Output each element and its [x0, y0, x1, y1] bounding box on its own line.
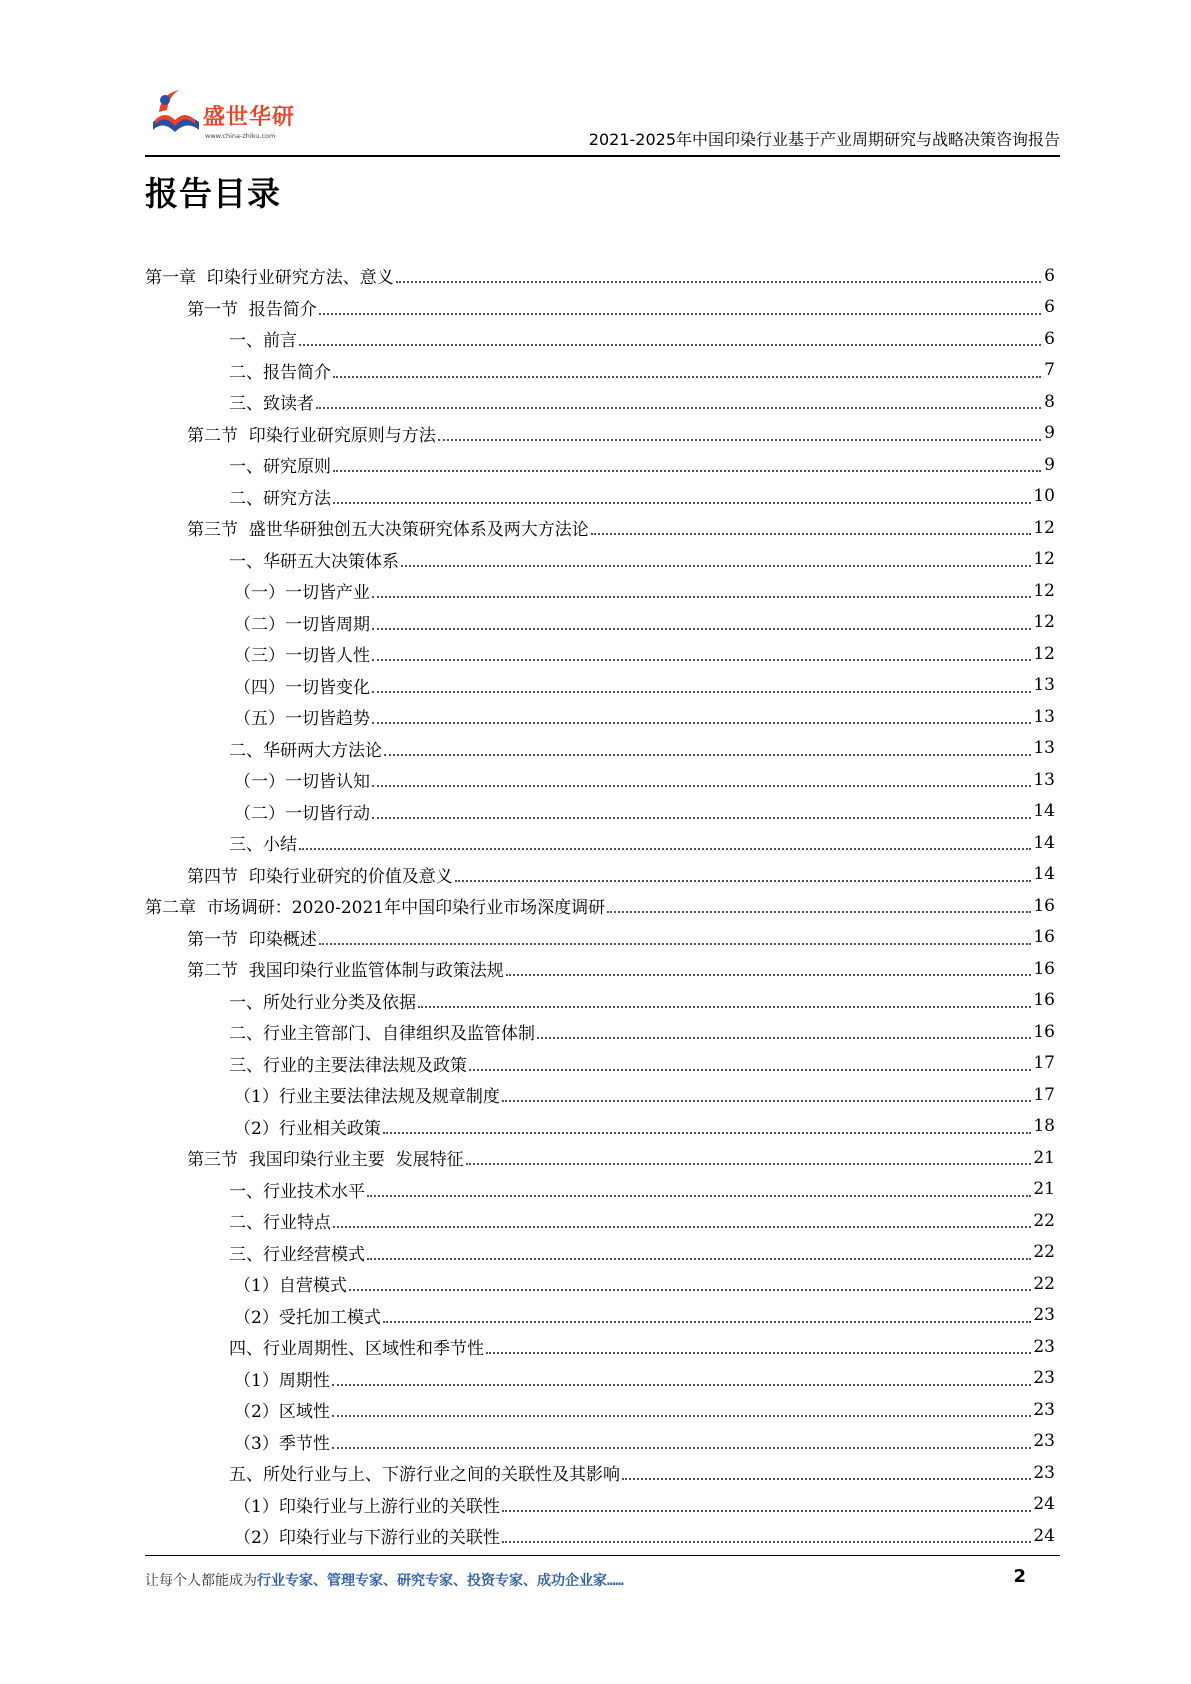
toc-entry-page: 22	[1033, 1273, 1055, 1294]
toc-entry[interactable]	[145, 355, 1055, 387]
toc-entry[interactable]	[145, 607, 1055, 639]
toc-dot-leader	[401, 564, 1031, 567]
toc-entry-label: 三、行业的主要法律法规及政策	[229, 1055, 467, 1076]
toc-entry-label: 三、小结	[229, 835, 297, 856]
toc-dot-leader	[372, 721, 1031, 724]
toc-entry-page: 13	[1033, 738, 1055, 759]
toc-entry-page: 14	[1033, 801, 1055, 822]
toc-dot-leader	[591, 532, 1032, 535]
toc-entry[interactable]	[145, 292, 1055, 324]
toc-entry[interactable]	[145, 733, 1055, 765]
toc-dot-leader	[333, 375, 1041, 378]
toc-dot-leader	[299, 847, 1031, 850]
toc-dot-leader	[372, 690, 1031, 693]
toc-entry-label: （一）一切皆认知	[234, 772, 370, 793]
toc-entry[interactable]	[145, 985, 1055, 1017]
toc-entry-label: 第二节 我国印染行业监管体制与政策法规	[187, 961, 504, 982]
toc-dot-leader	[372, 595, 1031, 598]
toc-dot-leader	[455, 879, 1032, 882]
toc-dot-leader	[333, 1225, 1031, 1228]
toc-entry-page: 6	[1044, 328, 1055, 349]
toc-entry-page: 23	[1033, 1462, 1055, 1483]
toc-entry-page: 21	[1033, 1147, 1055, 1168]
toc-dot-leader	[367, 1194, 1031, 1197]
toc-dot-leader	[332, 1383, 1032, 1386]
toc-entry[interactable]	[145, 1394, 1055, 1426]
toc-entry[interactable]	[145, 1268, 1055, 1300]
toc-entry-page: 6	[1044, 265, 1055, 286]
toc-entry[interactable]	[145, 1457, 1055, 1489]
toc-entry-label: （2）印染行业与下游行业的关联性	[234, 1528, 500, 1549]
toc-entry-page: 23	[1033, 1305, 1055, 1326]
toc-entry-page: 12	[1033, 580, 1055, 601]
page-number: 2	[1013, 1566, 1026, 1587]
toc-entry-label: （2）区域性	[234, 1402, 330, 1423]
toc-dot-leader	[466, 1162, 1032, 1165]
toc-entry-page: 16	[1033, 1021, 1055, 1042]
page-title: 报告目录	[145, 174, 281, 213]
toc-entry[interactable]	[145, 1016, 1055, 1048]
footer-slogan-highlight: 行业专家、管理专家、研究专家、投资专家、成功企业家……	[257, 1573, 624, 1589]
company-logo	[145, 82, 315, 150]
toc-dot-leader	[502, 1099, 1032, 1102]
toc-dot-leader	[319, 942, 1032, 945]
toc-entry-label: 第四节 印染行业研究的价值及意义	[187, 866, 453, 887]
toc-entry[interactable]	[145, 1300, 1055, 1332]
toc-entry-page: 12	[1033, 612, 1055, 633]
toc-entry[interactable]	[145, 323, 1055, 355]
toc-entry[interactable]	[145, 859, 1055, 891]
toc-entry-label: （1）行业主要法律法规及规章制度	[234, 1087, 500, 1108]
toc-entry[interactable]	[145, 638, 1055, 670]
page-header	[145, 82, 1060, 157]
toc-entry[interactable]	[145, 796, 1055, 828]
toc-entry-page: 24	[1033, 1494, 1055, 1515]
toc-entry-page: 17	[1033, 1053, 1055, 1074]
toc-entry[interactable]	[145, 922, 1055, 954]
toc-entry[interactable]	[145, 575, 1055, 607]
toc-entry-label: 第二节 印染行业研究原则与方法	[187, 425, 436, 446]
toc-entry-page: 24	[1033, 1525, 1055, 1546]
toc-entry[interactable]	[145, 1426, 1055, 1458]
toc-entry-label: 第一节 印染概述	[187, 929, 317, 950]
toc-entry-page: 17	[1033, 1084, 1055, 1105]
toc-entry-page: 22	[1033, 1210, 1055, 1231]
toc-entry[interactable]	[145, 386, 1055, 418]
toc-entry[interactable]	[145, 260, 1055, 292]
toc-dot-leader	[506, 973, 1032, 976]
toc-entry[interactable]	[145, 481, 1055, 513]
toc-entry[interactable]	[145, 827, 1055, 859]
toc-entry-page: 12	[1033, 517, 1055, 538]
toc-entry-label: 四、行业周期性、区域性和季节性	[229, 1339, 484, 1360]
toc-entry[interactable]	[145, 764, 1055, 796]
toc-entry-label: 三、致读者	[229, 394, 314, 415]
toc-entry-page: 13	[1033, 769, 1055, 790]
toc-dot-leader	[396, 280, 1041, 283]
toc-entry-label: （2）受托加工模式	[234, 1307, 381, 1328]
footer-slogan-prefix: 让每个人都能成为	[145, 1573, 257, 1589]
toc-entry-label: 一、行业技术水平	[229, 1181, 365, 1202]
toc-dot-leader	[333, 501, 1031, 504]
toc-entry-label: （1）自营模式	[234, 1276, 347, 1297]
toc-entry-label: 三、行业经营模式	[229, 1244, 365, 1265]
toc-entry[interactable]	[145, 1237, 1055, 1269]
toc-entry-page: 13	[1033, 675, 1055, 696]
toc-dot-leader	[383, 1320, 1032, 1323]
toc-entry-page: 9	[1044, 423, 1055, 444]
toc-entry[interactable]	[145, 1331, 1055, 1363]
toc-entry-label: 一、研究原则	[229, 457, 331, 478]
logo-name: 盛世华研	[203, 105, 296, 130]
toc-dot-leader	[372, 784, 1031, 787]
logo-book-icon	[145, 82, 205, 142]
toc-entry-label: 第一章 印染行业研究方法、意义	[145, 268, 394, 289]
toc-entry-label: （二）一切皆周期	[234, 614, 370, 635]
toc-entry-label: 二、行业主管部门、自律组织及监管体制	[229, 1024, 535, 1045]
toc-entry-page: 16	[1033, 895, 1055, 916]
toc-entry[interactable]	[145, 1079, 1055, 1111]
toc-dot-leader	[299, 343, 1041, 346]
toc-entry-label: 五、所处行业与上、下游行业之间的关联性及其影响	[229, 1465, 620, 1486]
toc-dot-leader	[469, 1068, 1031, 1071]
toc-entry[interactable]	[145, 544, 1055, 576]
toc-entry-label: 第一节 报告简介	[187, 299, 317, 320]
toc-dot-leader	[502, 1509, 1032, 1512]
toc-entry-label: （一）一切皆产业	[234, 583, 370, 604]
toc-entry-page: 7	[1044, 360, 1055, 381]
toc-entry-page: 9	[1044, 454, 1055, 475]
header-divider	[145, 155, 1060, 157]
toc-entry-label: 二、行业特点	[229, 1213, 331, 1234]
toc-dot-leader	[383, 1131, 1032, 1134]
toc-entry-label: 二、华研两大方法论	[229, 740, 382, 761]
toc-entry-label: （三）一切皆人性	[234, 646, 370, 667]
toc-entry-page: 8	[1044, 391, 1055, 412]
toc-entry[interactable]	[145, 1489, 1055, 1521]
toc-entry-label: 一、所处行业分类及依据	[229, 992, 416, 1013]
toc-entry-page: 23	[1033, 1368, 1055, 1389]
toc-dot-leader	[372, 627, 1031, 630]
toc-entry[interactable]	[145, 449, 1055, 481]
toc-entry[interactable]	[145, 1520, 1055, 1552]
toc-entry-label: 第三节 我国印染行业主要 发展特征	[187, 1150, 464, 1171]
toc-dot-leader	[418, 1005, 1031, 1008]
toc-dot-leader	[384, 753, 1031, 756]
toc-dot-leader	[537, 1036, 1031, 1039]
toc-dot-leader	[372, 658, 1031, 661]
toc-entry[interactable]	[145, 890, 1055, 922]
toc-entry-page: 13	[1033, 706, 1055, 727]
toc-entry-page: 14	[1033, 832, 1055, 853]
toc-entry-label: （1）周期性	[234, 1370, 330, 1391]
toc-entry-page: 10	[1033, 486, 1055, 507]
toc-entry-label: （2）行业相关政策	[234, 1118, 381, 1139]
toc-dot-leader	[502, 1540, 1032, 1543]
toc-dot-leader	[372, 816, 1031, 819]
toc-dot-leader	[316, 406, 1041, 409]
toc-entry-page: 21	[1033, 1179, 1055, 1200]
toc-entry-page: 14	[1033, 864, 1055, 885]
toc-entry-page: 12	[1033, 549, 1055, 570]
toc-entry-label: 一、华研五大决策体系	[229, 551, 399, 572]
toc-entry-page: 22	[1033, 1242, 1055, 1263]
footer-divider	[145, 1555, 1060, 1556]
toc-entry[interactable]	[145, 1174, 1055, 1206]
footer-slogan	[145, 1570, 624, 1590]
toc-entry-page: 16	[1033, 927, 1055, 948]
table-of-contents	[145, 260, 1055, 1552]
toc-dot-leader	[438, 438, 1041, 441]
toc-entry-label: （五）一切皆趋势	[234, 709, 370, 730]
toc-entry-page: 23	[1033, 1431, 1055, 1452]
toc-entry-page: 23	[1033, 1399, 1055, 1420]
toc-dot-leader	[607, 910, 1031, 913]
toc-entry[interactable]	[145, 418, 1055, 450]
toc-dot-leader	[332, 1446, 1032, 1449]
toc-dot-leader	[319, 312, 1041, 315]
toc-entry[interactable]	[145, 701, 1055, 733]
toc-entry[interactable]	[145, 1111, 1055, 1143]
toc-entry[interactable]	[145, 1048, 1055, 1080]
toc-entry[interactable]	[145, 953, 1055, 985]
toc-entry[interactable]	[145, 670, 1055, 702]
toc-entry-label: （1）印染行业与上游行业的关联性	[234, 1496, 500, 1517]
toc-entry-page: 18	[1033, 1116, 1055, 1137]
toc-entry-label: 第二章 市场调研：2020-2021年中国印染行业市场深度调研	[145, 898, 606, 919]
toc-entry-label: 一、前言	[229, 331, 297, 352]
toc-dot-leader	[367, 1257, 1031, 1260]
toc-entry-label: （3）季节性	[234, 1433, 330, 1454]
report-title: 2021-2025年中国印染行业基于产业周期研究与战略决策咨询报告	[588, 130, 1060, 149]
toc-dot-leader	[486, 1351, 1031, 1354]
toc-dot-leader	[349, 1288, 1032, 1291]
toc-entry-label: （二）一切皆行动	[234, 803, 370, 824]
toc-entry-page: 16	[1033, 990, 1055, 1011]
toc-entry[interactable]	[145, 1142, 1055, 1174]
toc-entry-label: 二、研究方法	[229, 488, 331, 509]
toc-dot-leader	[622, 1477, 1031, 1480]
logo-url: www.china-zhiku.com	[205, 132, 276, 140]
toc-entry-label: （四）一切皆变化	[234, 677, 370, 698]
toc-entry-page: 23	[1033, 1336, 1055, 1357]
toc-dot-leader	[332, 1414, 1032, 1417]
toc-dot-leader	[333, 469, 1041, 472]
toc-entry-page: 16	[1033, 958, 1055, 979]
toc-entry-page: 12	[1033, 643, 1055, 664]
toc-entry-label: 二、报告简介	[229, 362, 331, 383]
toc-entry[interactable]	[145, 1363, 1055, 1395]
toc-entry[interactable]	[145, 1205, 1055, 1237]
toc-entry[interactable]	[145, 512, 1055, 544]
toc-entry-page: 6	[1044, 297, 1055, 318]
toc-entry-label: 第三节 盛世华研独创五大决策研究体系及两大方法论	[187, 520, 589, 541]
